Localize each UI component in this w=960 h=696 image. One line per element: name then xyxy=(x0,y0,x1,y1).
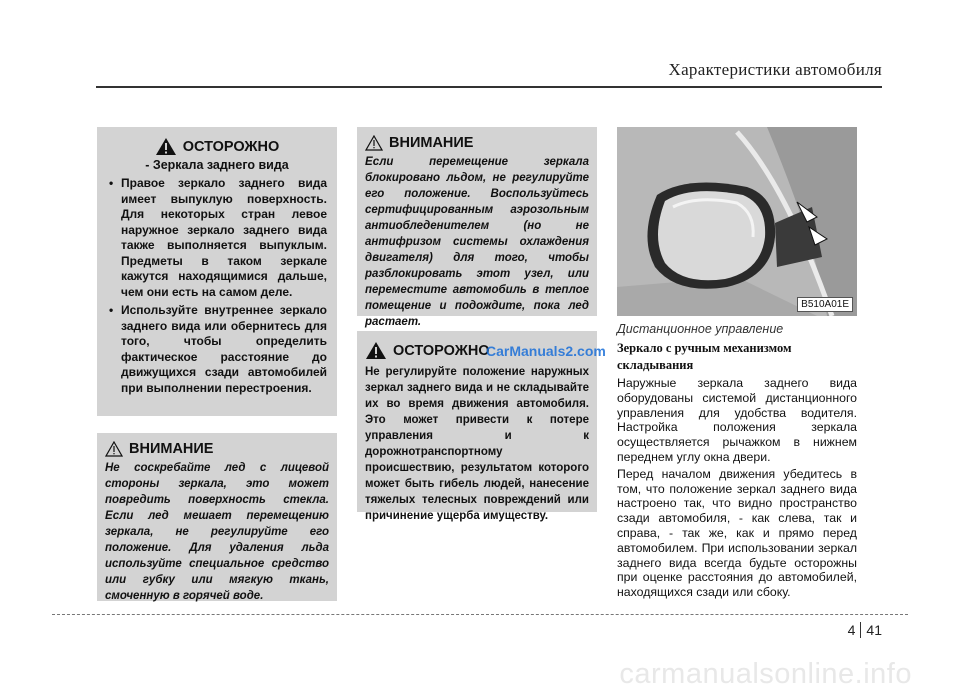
page-number-value: 41 xyxy=(866,622,882,638)
warning-triangle-icon xyxy=(365,341,387,360)
section-subheading: Зеркало с ручным механизмом складывания xyxy=(617,341,792,372)
chapter-number: 4 xyxy=(847,622,856,638)
footer-divider xyxy=(52,614,908,615)
notice-title-row xyxy=(105,441,329,457)
notice-triangle-icon xyxy=(105,441,123,457)
notice-title: ВНИМАНИЕ xyxy=(389,135,474,151)
page-number-separator xyxy=(860,622,861,638)
caution-body: Не регулируйте положение наружных зеркал заднего вида и не складывайте их во время движения автомобиля. Это может привести к потере управления и к дорожнотранспортному происшествию, результатом которого может быть гибель людей, нанесение тяжелых телесных повреждений или причинение ущерба имуществу. xyxy=(365,366,589,522)
warning-triangle-icon xyxy=(155,137,177,156)
figure-code-label: B510A01E xyxy=(797,297,853,312)
notice-box-ice-scraping xyxy=(97,433,337,601)
section-heading: Дистанционное управление xyxy=(617,322,784,336)
page-number xyxy=(848,622,882,638)
mirror-drawing xyxy=(617,127,857,316)
notice-box-ice-blocked xyxy=(357,127,597,328)
watermark-text: CarManuals2.com xyxy=(486,343,606,359)
caution-box-mirrors xyxy=(97,127,337,416)
mirror-illustration xyxy=(617,127,857,316)
caution-subtitle: - Зеркала заднего вида xyxy=(145,158,289,172)
caution-bullet: • Правое зеркало заднего вида имеет выпуклую поверхность. Для некоторых стран левое наружное зеркало заднего вида также выполняется выпуклым. Предметы в таком зеркале кажутся находящимися дальше, чем они есть на самом деле. xyxy=(107,176,327,300)
caution-title: ОСТОРОЖНО xyxy=(182,138,280,155)
header-divider xyxy=(96,86,882,88)
caution-title-row xyxy=(107,137,327,156)
caution-bullet: • Используйте внутреннее зеркало заднего вида или обернитесь для того, чтобы определить фактическое расстояние до движущихся сзади автомобилей при выполнении перестроения. xyxy=(107,303,327,396)
remote-control-section xyxy=(617,322,857,600)
footer-site-watermark: carmanualsonline.info xyxy=(619,658,912,690)
page-header-title: Характеристики автомобиля xyxy=(668,60,882,79)
caution-bullet-list xyxy=(107,176,327,396)
notice-title-row xyxy=(365,135,589,151)
notice-body: Если перемещение зеркала блокировано льдом, не регулируйте его положение. Воспользуйтесь сертифицированным аэрозольным антиобледенителем (но не антифризом системы охлаждения двигателя) для того, чтобы разблокировать этот узел, или переместите автомобиль в теплое помещение и подождите, пока лед растает. xyxy=(365,156,589,328)
section-paragraph: Наружные зеркала заднего вида оборудованы системой дистанционного управления для удобства водителя. Настройка положения зеркала осуществляется рычажком в нижнем переднем углу окна двери. xyxy=(617,376,857,464)
notice-triangle-icon xyxy=(365,135,383,151)
section-paragraph: Перед началом движения убедитесь в том, что положение зеркал заднего вида настроено так, что видно пространство сзади автомобиля, - как слева, так и справа, - так же, как и прямо перед автомобилем. При использовании зеркал заднего вида всегда будьте осторожны при оценке расстояния до автомобилей, находящихся сзади или сбоку. xyxy=(617,466,857,600)
caution-title: ОСТОРОЖНО xyxy=(393,342,490,359)
notice-title: ВНИМАНИЕ xyxy=(129,441,214,457)
notice-body: Не соскребайте лед с лицевой стороны зеркала, это может повредить поверхность стекла. Если лед мешает перемещению зеркала, не регулируйте его положение. Для удаления льда используйте специальное средство или губку или мягкую ткань, смоченную в горячей воде. xyxy=(105,462,329,602)
